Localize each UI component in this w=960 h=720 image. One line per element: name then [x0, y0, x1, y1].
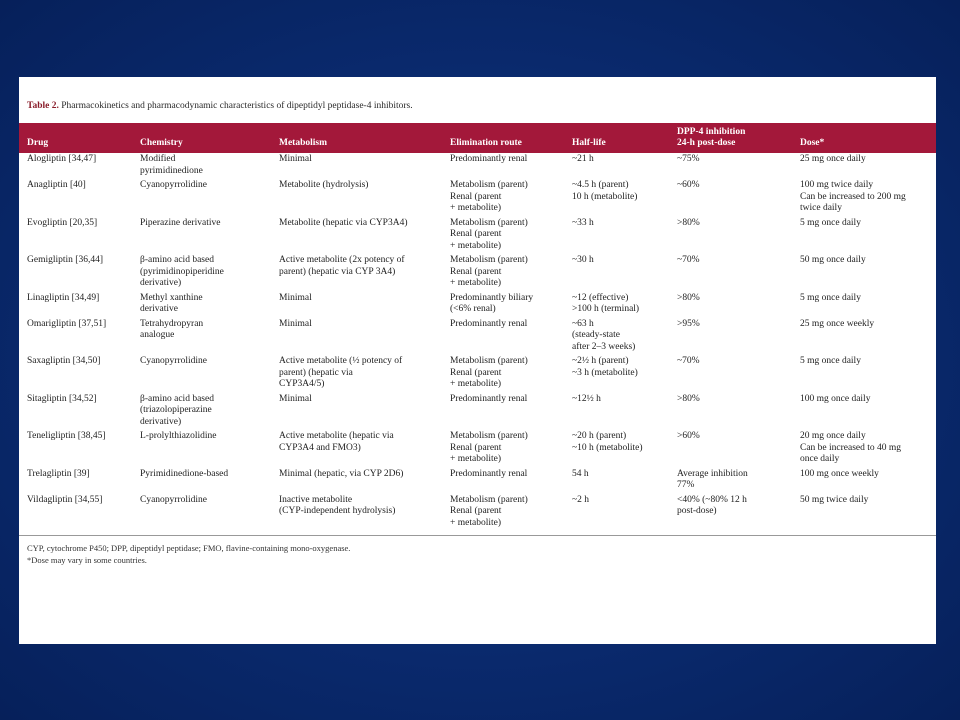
- table-cell: ~2½ h (parent) ~3 h (metabolite): [572, 356, 638, 378]
- table-cell: ~75%: [677, 154, 700, 164]
- table-cell: Anagliptin [40]: [27, 180, 86, 190]
- table-cell: Teneligliptin [38,45]: [27, 431, 106, 441]
- table-cell: Cyanopyrrolidine: [140, 180, 208, 190]
- dpp4-table: [19, 123, 936, 531]
- table-cell: Predominantly renal: [450, 393, 528, 404]
- table-row: [19, 254, 936, 292]
- table-cell: ~33 h: [572, 217, 594, 228]
- table-cell: >60%: [677, 431, 700, 441]
- table-cell: Metabolism (parent) Renal (parent + metabolite): [450, 217, 528, 251]
- table-row: [19, 318, 936, 356]
- footnote-abbreviations: CYP, cytochrome P450; DPP, dipeptidyl peptidase; FMO, flavine-containing mono-oxygenase.: [27, 543, 351, 553]
- table-cell: Pyrimidinedione-based: [140, 468, 229, 479]
- column-header: Elimination route: [450, 138, 522, 148]
- table-cell: 100 mg once weekly: [800, 468, 879, 479]
- column-header: Dose*: [800, 138, 825, 148]
- table-cell: Cyanopyrrolidine: [140, 494, 208, 505]
- table-cell: 20 mg once daily Can be increased to 40 mg once daily: [800, 431, 902, 464]
- table-cell: Cyanopyrrolidine: [140, 356, 208, 366]
- table-row: [19, 468, 936, 494]
- column-header: Metabolism: [279, 138, 328, 148]
- table-cell: Omarigliptin [37,51]: [27, 318, 107, 329]
- table-cell: Average inhibition 77%: [677, 468, 748, 490]
- table-cell: ~60%: [677, 180, 700, 190]
- table-cell: Predominantly renal: [450, 318, 528, 329]
- table-cell: ~70%: [677, 356, 700, 366]
- footnote-dose: *Dose may vary in some countries.: [27, 555, 147, 565]
- table-cell: Metabolism (parent) Renal (parent + metabolite): [450, 255, 528, 288]
- table-row: [19, 217, 936, 255]
- table-cell: Piperazine derivative: [140, 217, 221, 228]
- table-row: [19, 355, 936, 393]
- table-cell: ~70%: [677, 255, 700, 265]
- table-cell: ~63 h (steady-state after 2–3 weeks): [572, 318, 636, 352]
- table-cell: 100 mg twice daily Can be increased to 200 mg twice daily: [800, 180, 906, 213]
- table-header-row: [19, 123, 936, 153]
- table-cell: Minimal: [279, 154, 312, 164]
- table-cell: ~4.5 h (parent) 10 h (metabolite): [572, 180, 638, 202]
- table-caption-text: Pharmacokinetics and pharmacodynamic characteristics of dipeptidyl peptidase-4 inhibitors.: [61, 101, 413, 111]
- table-cell: Metabolism (parent) Renal (parent + metabolite): [450, 494, 528, 528]
- table-cell: ~2 h: [572, 494, 590, 505]
- table-cell: >80%: [677, 292, 700, 303]
- table-cell: Minimal: [279, 393, 312, 404]
- table-cell: ~21 h: [572, 154, 594, 164]
- table-cell: Evogliptin [20,35]: [27, 217, 98, 228]
- table-row: [19, 494, 936, 532]
- table-cell: ~12½ h: [572, 393, 601, 404]
- table-cell: Minimal: [279, 292, 312, 303]
- table-cell: Predominantly renal: [450, 468, 528, 479]
- table-cell: 5 mg once daily: [800, 292, 861, 303]
- table-cell: 25 mg once daily: [800, 154, 866, 164]
- column-header: Drug: [27, 138, 49, 148]
- table-row: [19, 179, 936, 217]
- table-cell: L-prolylthiazolidine: [140, 431, 217, 441]
- table-cell: ~12 (effective) >100 h (terminal): [572, 292, 640, 314]
- table-cell: Sitagliptin [34,52]: [27, 393, 97, 404]
- table-cell: Metabolism (parent) Renal (parent + metabolite): [450, 180, 528, 213]
- table-cell: >95%: [677, 318, 700, 329]
- table-caption-label: Table 2.: [27, 101, 59, 111]
- table-figure: [19, 77, 936, 644]
- table-footnotes: [19, 535, 936, 566]
- table-cell: Predominantly biliary (<6% renal): [450, 292, 534, 314]
- table-cell: >80%: [677, 393, 700, 404]
- table-cell: Metabolism (parent) Renal (parent + metabolite): [450, 431, 528, 464]
- table-cell: Predominantly renal: [450, 154, 528, 164]
- table-cell: 54 h: [572, 468, 589, 479]
- table-cell: Minimal (hepatic, via CYP 2D6): [279, 468, 404, 479]
- table-cell: Active metabolite (½ potency of parent) (hepatic via CYP3A4/5): [279, 356, 403, 389]
- table-cell: β-amino acid based (triazolopiperazine derivative): [140, 393, 214, 427]
- table-cell: Vildagliptin [34,55]: [27, 494, 103, 505]
- table-cell: 5 mg once daily: [800, 356, 861, 366]
- table-cell: 50 mg once daily: [800, 255, 866, 265]
- table-cell: 5 mg once daily: [800, 217, 861, 228]
- column-header: Chemistry: [140, 138, 183, 148]
- table-cell: Metabolite (hepatic via CYP3A4): [279, 217, 408, 228]
- column-header: Half-life: [572, 138, 606, 148]
- table-cell: Tetrahydropyran analogue: [140, 318, 204, 340]
- table-cell: Trelagliptin [39]: [27, 468, 90, 479]
- table-cell: Active metabolite (2x potency of parent) (hepatic via CYP 3A4): [279, 255, 405, 277]
- table-cell: 100 mg once daily: [800, 393, 871, 404]
- table-cell: Minimal: [279, 318, 312, 329]
- table-cell: β-amino acid based (pyrimidinopiperidine derivative): [140, 255, 224, 288]
- table-cell: Gemigliptin [36,44]: [27, 255, 103, 265]
- table-cell: Saxagliptin [34,50]: [27, 356, 101, 366]
- table-cell: Inactive metabolite (CYP-independent hydrolysis): [279, 494, 396, 516]
- table-cell: Metabolite (hydrolysis): [279, 180, 369, 190]
- table-row: [19, 393, 936, 431]
- table-cell: Linagliptin [34,49]: [27, 292, 100, 303]
- table-cell: 25 mg once weekly: [800, 318, 875, 329]
- table-cell: 50 mg twice daily: [800, 494, 869, 505]
- table-row: [19, 292, 936, 318]
- table-caption: [27, 97, 936, 123]
- table-cell: ~20 h (parent) ~10 h (metabolite): [572, 431, 643, 453]
- table-cell: <40% (~80% 12 h post-dose): [677, 494, 747, 516]
- column-header: DPP-4 inhibition 24-h post-dose: [677, 127, 746, 148]
- table-row: [19, 430, 936, 468]
- table-cell: Metabolism (parent) Renal (parent + metabolite): [450, 356, 528, 389]
- table-cell: Modified pyrimidinedione: [140, 154, 203, 176]
- table-cell: >80%: [677, 217, 700, 228]
- table-cell: ~30 h: [572, 255, 594, 265]
- table-cell: Alogliptin [34,47]: [27, 154, 97, 164]
- table-cell: Methyl xanthine derivative: [140, 292, 203, 314]
- table-cell: Active metabolite (hepatic via CYP3A4 and FMO3): [279, 431, 394, 453]
- table-row: [19, 153, 936, 179]
- table-body: [19, 153, 936, 531]
